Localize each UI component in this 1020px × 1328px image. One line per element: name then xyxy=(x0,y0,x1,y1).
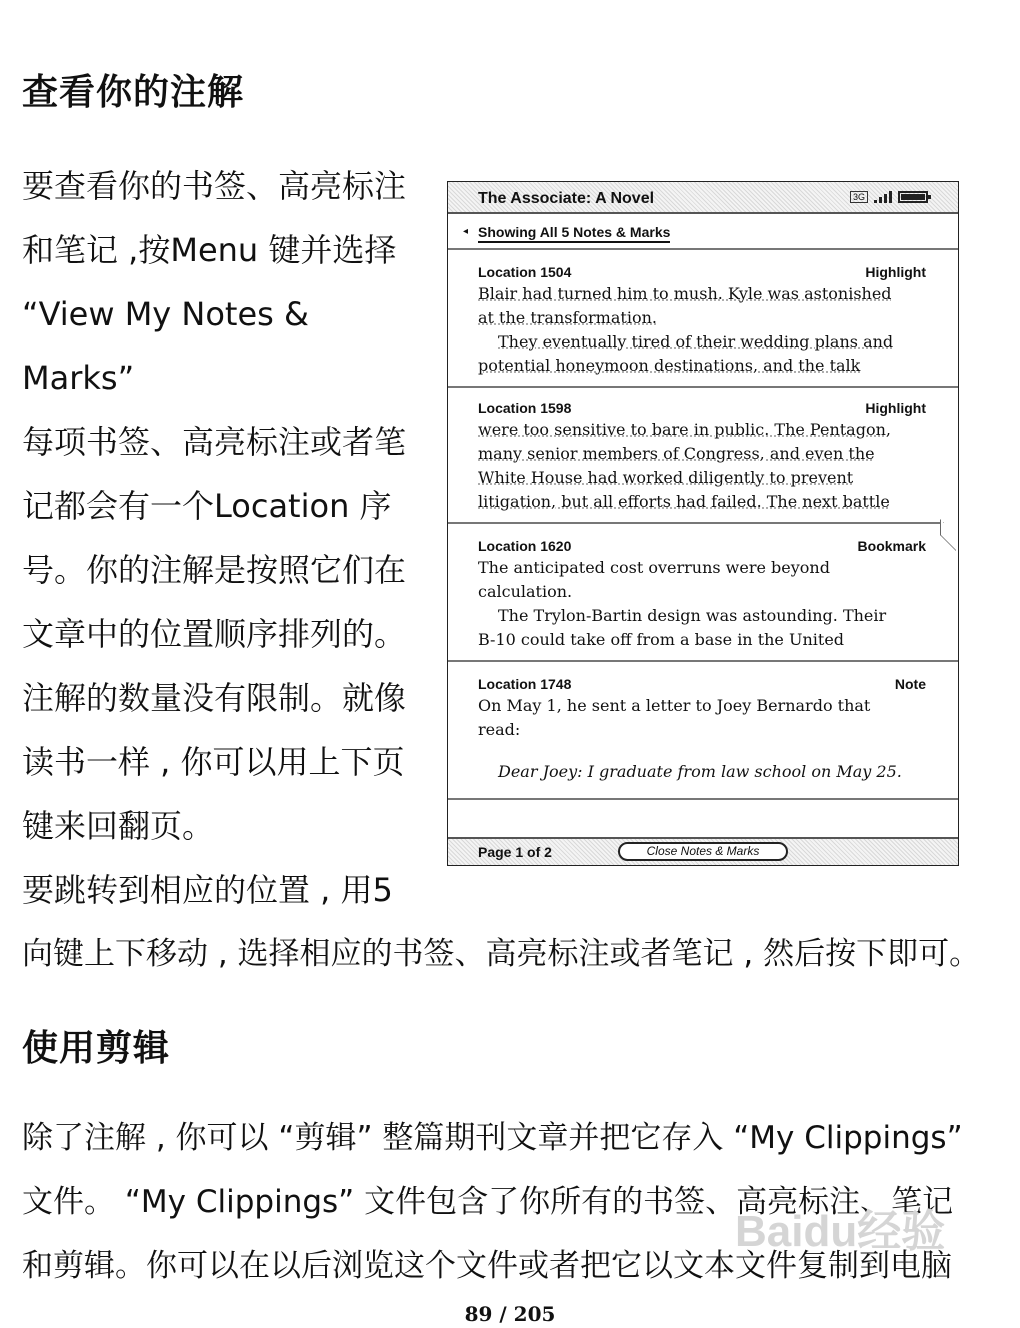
entry-text: many senior members of Congress, and even the xyxy=(478,444,875,463)
kindle-title-bar xyxy=(448,182,958,214)
divider xyxy=(448,386,958,388)
entry-text: The anticipated cost overruns were beyond xyxy=(478,558,830,577)
divider xyxy=(448,660,958,662)
entry-type: Highlight xyxy=(865,264,926,280)
para2-line: 文件。 “My Clippings” 文件包含了你所有的书签、高亮标注、笔记 xyxy=(22,1184,954,1220)
note-entry[interactable] xyxy=(478,400,926,514)
para1-line: 读书一样 , 你可以用上下页 xyxy=(22,743,405,781)
page-fold-icon xyxy=(940,519,956,551)
entry-text: B-10 could take off from a base in the United xyxy=(478,630,845,649)
para1-line: 注解的数量没有限制。就像 xyxy=(22,679,407,717)
para1-line: 记都会有一个Location 序 xyxy=(22,487,392,525)
note-entry[interactable] xyxy=(478,264,926,378)
page-number: 89 / 205 xyxy=(464,1302,556,1326)
para1-line: “View My Notes & xyxy=(22,295,309,333)
entry-type: Bookmark xyxy=(857,538,926,554)
status-icons xyxy=(850,191,928,203)
back-arrow-icon[interactable]: ◂ xyxy=(463,226,469,237)
entry-location: Location 1620 xyxy=(478,538,572,554)
entry-text: at the transformation. xyxy=(478,308,657,327)
entry-location: Location 1748 xyxy=(478,676,572,692)
divider xyxy=(448,798,958,800)
book-title: The Associate: A Novel xyxy=(478,190,655,207)
note-entry[interactable] xyxy=(478,676,926,784)
entry-text: White House had worked diligently to prevent xyxy=(478,468,854,487)
entry-text: calculation. xyxy=(478,582,573,601)
para2-line: 除了注解 , 你可以 “剪辑” 整篇期刊文章并把它存入 “My Clippings” xyxy=(22,1120,963,1156)
para1-line: 向键上下移动 , 选择相应的书签、高亮标注或者笔记 , 然后按下即可。 xyxy=(22,936,981,972)
entry-text: On May 1, he sent a letter to Joey Bernardo that xyxy=(478,696,871,715)
entry-text: were too sensitive to bare in public. The Pentagon, xyxy=(478,420,891,439)
kindle-footer xyxy=(448,837,958,865)
entry-text: potential honeymoon destinations, and the talk xyxy=(478,356,861,375)
divider xyxy=(448,522,944,524)
page-indicator: Page 1 of 2 xyxy=(478,844,552,860)
para1-line: 要跳转到相应的位置 , 用5 xyxy=(22,871,393,909)
entry-type: Highlight xyxy=(865,400,926,416)
signal-icon xyxy=(874,191,892,203)
entry-text: read: xyxy=(478,720,521,739)
entry-location: Location 1598 xyxy=(478,400,572,416)
para1-line: 文章中的位置顺序排列的。 xyxy=(22,615,407,653)
close-notes-button[interactable]: Close Notes & Marks xyxy=(618,842,788,861)
battery-icon xyxy=(898,191,928,203)
notes-filter-label[interactable]: Showing All 5 Notes & Marks xyxy=(478,224,670,243)
entry-text: Blair had turned him to mush. Kyle was astonished xyxy=(478,284,892,303)
para1-line: 和笔记 ,按Menu 键并选择 xyxy=(22,231,397,269)
note-entry[interactable] xyxy=(478,538,926,652)
network-3g-icon: 3G xyxy=(850,191,868,203)
entry-text: litigation, but all efforts had failed. The next battle xyxy=(478,492,890,511)
entry-text: The Trylon-Bartin design was astounding. Their xyxy=(498,606,887,625)
entry-location: Location 1504 xyxy=(478,264,572,280)
para1-line: 键来回翻页。 xyxy=(22,807,215,845)
entry-text: They eventually tired of their wedding plans and xyxy=(498,332,894,351)
entry-text: Dear Joey: I graduate from law school on May 25. xyxy=(498,762,902,781)
para1-line: 号。你的注解是按照它们在 xyxy=(22,551,407,589)
para1-line: 每项书签、高亮标注或者笔 xyxy=(22,423,407,461)
baidu-watermark: Baidu经验 xyxy=(735,1207,946,1256)
kindle-screenshot xyxy=(447,181,959,866)
para1-line: 要查看你的书签、高亮标注 xyxy=(22,167,407,205)
section-heading-clippings: 使用剪辑 xyxy=(22,1028,171,1069)
para1-line: Marks” xyxy=(22,359,135,397)
section-heading-view-notes: 查看你的注解 xyxy=(22,72,245,113)
para2-line: 和剪辑。你可以在以后浏览这个文件或者把它以文本文件复制到电脑 xyxy=(22,1248,952,1284)
divider xyxy=(448,248,958,250)
entry-type: Note xyxy=(894,676,926,692)
